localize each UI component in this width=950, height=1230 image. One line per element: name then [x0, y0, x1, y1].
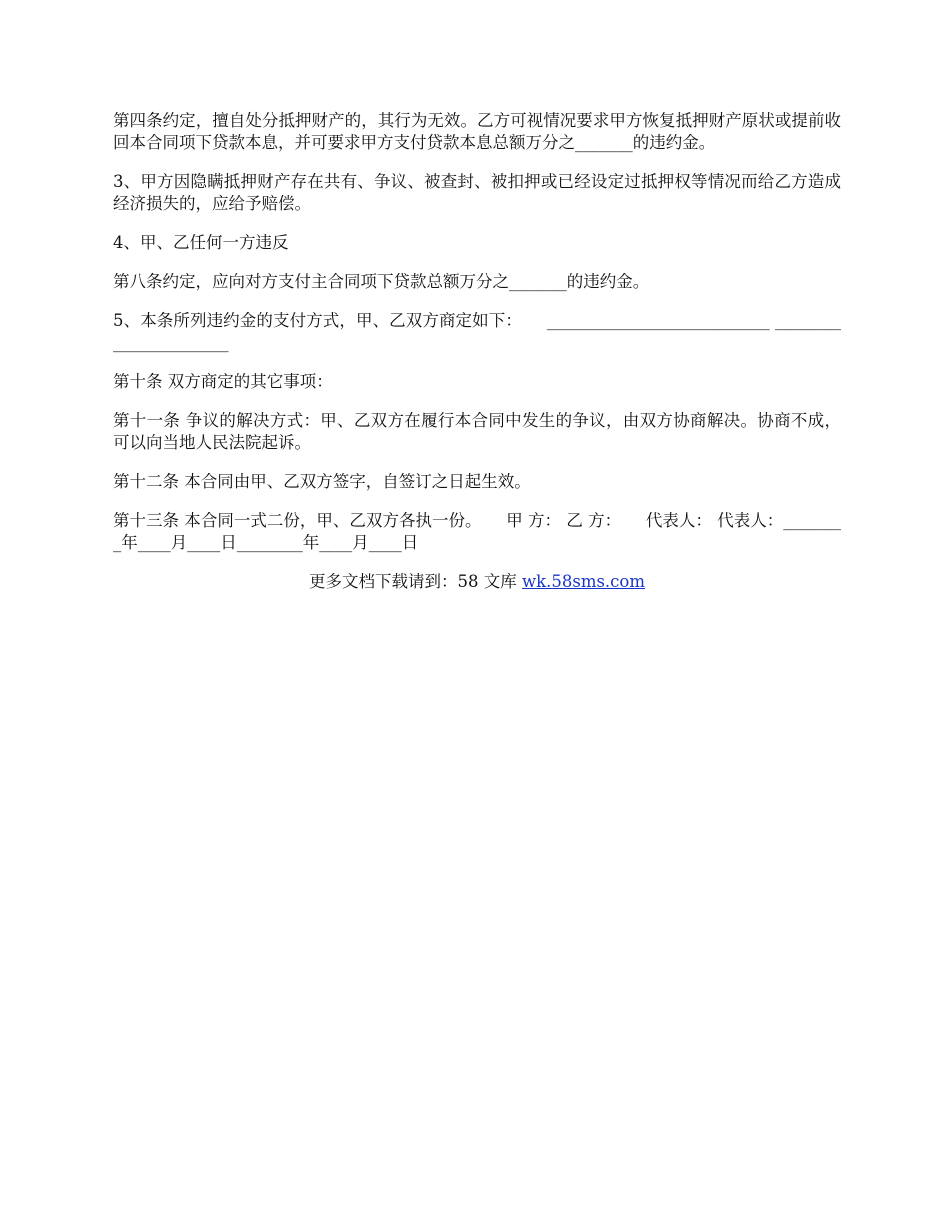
paragraph-clause-4: 4、甲、乙任何一方违反: [113, 233, 289, 252]
document-body: [113, 110, 841, 593]
footer-link[interactable]: wk.58sms.com: [521, 572, 645, 591]
paragraph-article-12: 第十二条 本合同由甲、乙双方签字，自签订之日起生效。: [113, 472, 531, 491]
paragraph-article-4-clause: 第四条约定，擅自处分抵押财产的，其行为无效。乙方可视情况要求甲方恢复抵押财产原状或提前收回本合同项下贷款本息，并可要求甲方支付贷款本息总额万分之_______的违约金。: [113, 111, 841, 152]
paragraph-article-10: 第十条 双方商定的其它事项：: [113, 372, 333, 391]
paragraph-clause-3: 3、甲方因隐瞒抵押财产存在共有、争议、被查封、被扣押或已经设定过抵押权等情况而给乙方造成经济损失的，应给予赔偿。: [113, 172, 841, 213]
download-footer: [113, 571, 841, 593]
paragraph-article-8-clause: 第八条约定，应向对方支付主合同项下贷款总额万分之_______的违约金。: [113, 272, 650, 291]
paragraph-article-11: 第十一条 争议的解决方式：甲、乙双方在履行本合同中发生的争议，由双方协商解决。协商不成，可以向当地人民法院起诉。: [113, 411, 841, 452]
paragraph-clause-5: 5、本条所列违约金的支付方式，甲、乙双方商定如下： ___________________________ ______________________: [113, 311, 841, 352]
paragraph-article-13-signature: 第十三条 本合同一式二份，甲、乙双方各执一份。 甲 方： 乙 方： 代表人： 代表人：________年____月____日________年____月____日: [113, 511, 841, 552]
footer-prefix: 更多文档下载请到：58 文库: [308, 572, 522, 591]
